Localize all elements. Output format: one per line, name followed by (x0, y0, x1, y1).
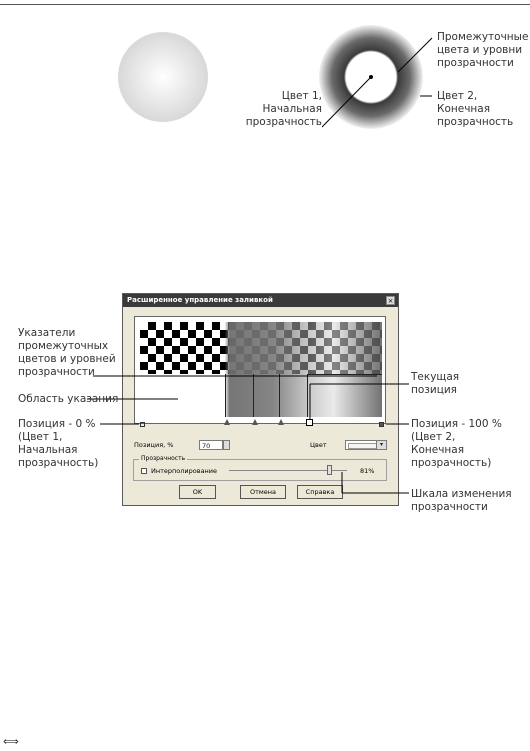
chevron-down-icon[interactable]: ▾ (376, 441, 386, 449)
transparency-group-title: Прозрачность (141, 455, 186, 462)
callout-pos0: Позиция - 0 % (Цвет 1, Начальная прозрачность) (18, 418, 99, 469)
label-color2: Цвет 2, Конечная прозрачность (437, 90, 514, 128)
callout-area: Область указания (18, 393, 119, 405)
page-arrow-icon: ⟺ (3, 735, 19, 748)
cancel-button[interactable]: Отмена (240, 485, 286, 499)
transparency-value: 81% (360, 467, 375, 475)
callout-pointers: Указатели промежуточных цветов и уровней прозрачности (18, 327, 116, 378)
position-label: Позиция, % (134, 441, 174, 449)
ok-button[interactable]: OK (179, 485, 216, 499)
callout-scale: Шкала изменения прозрачности (411, 488, 512, 513)
color-label: Цвет (310, 441, 327, 449)
position-input[interactable]: 70 (199, 440, 223, 450)
callout-current: Текущая позиция (411, 371, 460, 396)
label-color1: Цвет 1, Начальная прозрачность (245, 90, 322, 128)
interpolate-label: Интерполирование (151, 467, 218, 475)
dialog-title: Расширенное управление заливкой (123, 294, 398, 307)
label-intermediate: Промежуточные цвета и уровни прозрачности (437, 31, 529, 69)
help-button[interactable]: Справка (297, 485, 343, 499)
close-icon[interactable]: × (387, 297, 394, 305)
callout-pos100: Позиция - 100 % (Цвет 2, Конечная прозрачность) (411, 418, 502, 469)
